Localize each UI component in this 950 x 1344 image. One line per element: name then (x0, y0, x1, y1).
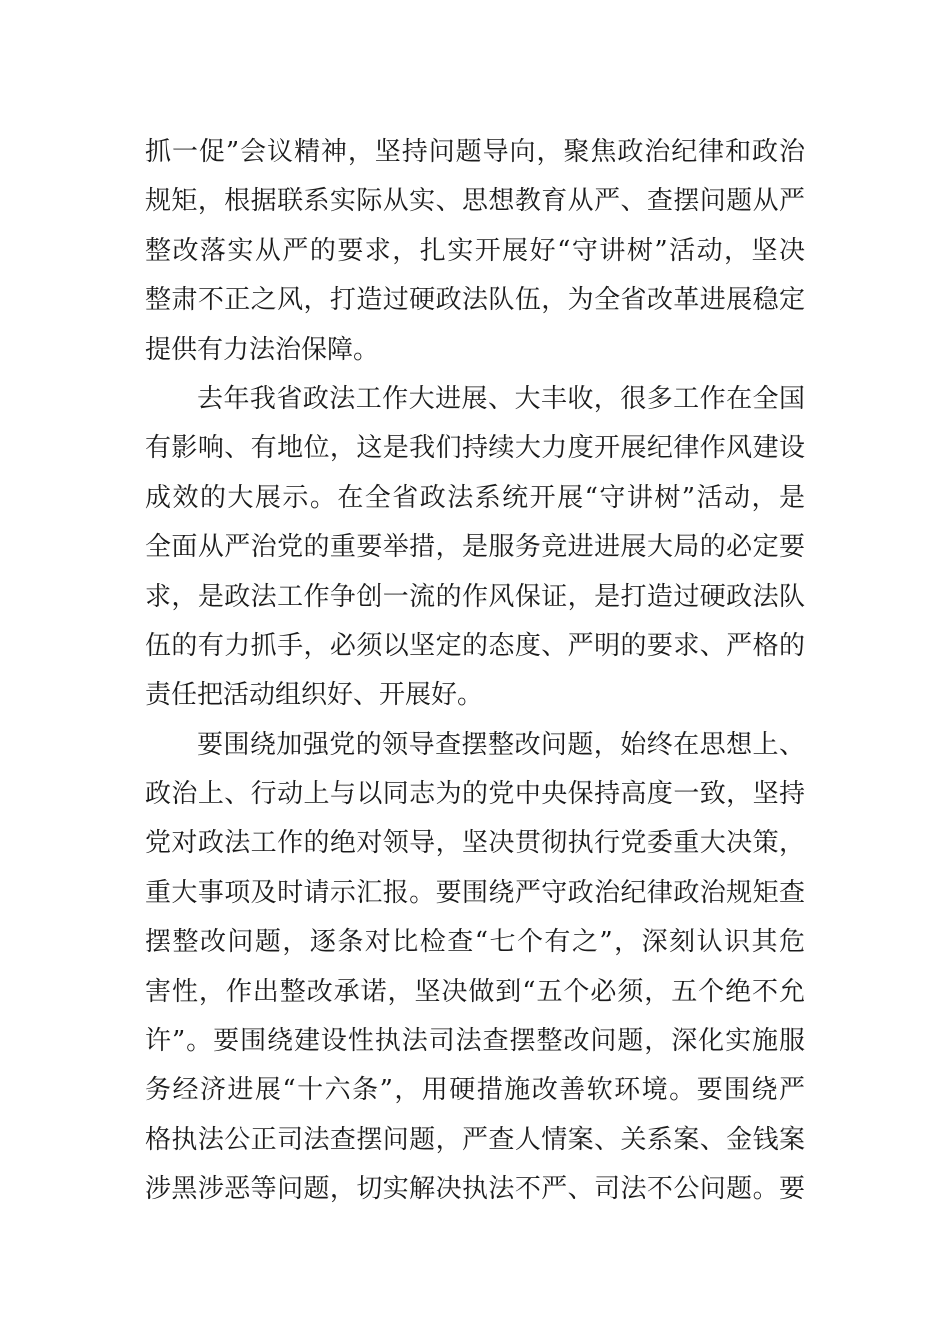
text-line: 去年我省政法工作大进展、大丰收，很多工作在全国 (197, 383, 805, 414)
text-line: 许”。要围绕建设性执法司法查摆整改问题，深化实施服 (145, 1026, 805, 1057)
text-line: 格执法公正司法查摆问题，严查人情案、关系案、金钱案 (145, 1124, 805, 1155)
text-line: 要围绕加强党的领导查摆整改问题，始终在思想上、 (197, 729, 805, 760)
text-line: 规矩，根据联系实际从实、思想教育从严、查摆问题从严 (145, 186, 805, 217)
text-line: 提供有力法治保障。 (145, 334, 380, 365)
text-line: 求，是政法工作争创一流的作风保证，是打造过硬政法队 (145, 581, 805, 612)
text-line: 务经济进展“十六条”，用硬措施改善软环境。要围绕严 (145, 1075, 805, 1106)
text-line: 党对政法工作的绝对领导，坚决贯彻执行党委重大决策， (145, 828, 805, 859)
paragraph-2 (145, 375, 805, 721)
text-line: 有影响、有地位，这是我们持续大力度开展纪律作风建设 (145, 433, 805, 464)
text-line: 伍的有力抓手，必须以坚定的态度、严明的要求、严格的 (145, 630, 805, 661)
text-line: 重大事项及时请示汇报。要围绕严守政治纪律政治规矩查 (145, 877, 805, 908)
text-line: 全面从严治党的重要举措，是服务竞进进展大局的必定要 (145, 532, 805, 563)
text-line: 涉黑涉恶等问题，切实解决执法不严、司法不公问题。要 (145, 1174, 805, 1205)
text-line: 成效的大展示。在全省政法系统开展“守讲树”活动，是 (145, 482, 805, 513)
text-line: 摆整改问题，逐条对比检查“七个有之”，深刻认识其危 (145, 927, 805, 958)
document-body (145, 128, 805, 1215)
text-line: 政治上、行动上与以同志为的党中央保持高度一致，坚持 (145, 779, 805, 810)
text-line: 害性，作出整改承诺，坚决做到“五个必须，五个绝不允 (145, 976, 805, 1007)
text-line: 整肃不正之风，打造过硬政法队伍，为全省改革进展稳定 (145, 285, 805, 316)
text-line: 整改落实从严的要求，扎实开展好“守讲树”活动，坚决 (145, 235, 805, 266)
text-line: 抓一促”会议精神，坚持问题导向，聚焦政治纪律和政治 (145, 137, 805, 167)
paragraph-1 (145, 128, 805, 375)
text-line: 责任把活动组织好、开展好。 (145, 680, 484, 711)
paragraph-3 (145, 721, 805, 1215)
